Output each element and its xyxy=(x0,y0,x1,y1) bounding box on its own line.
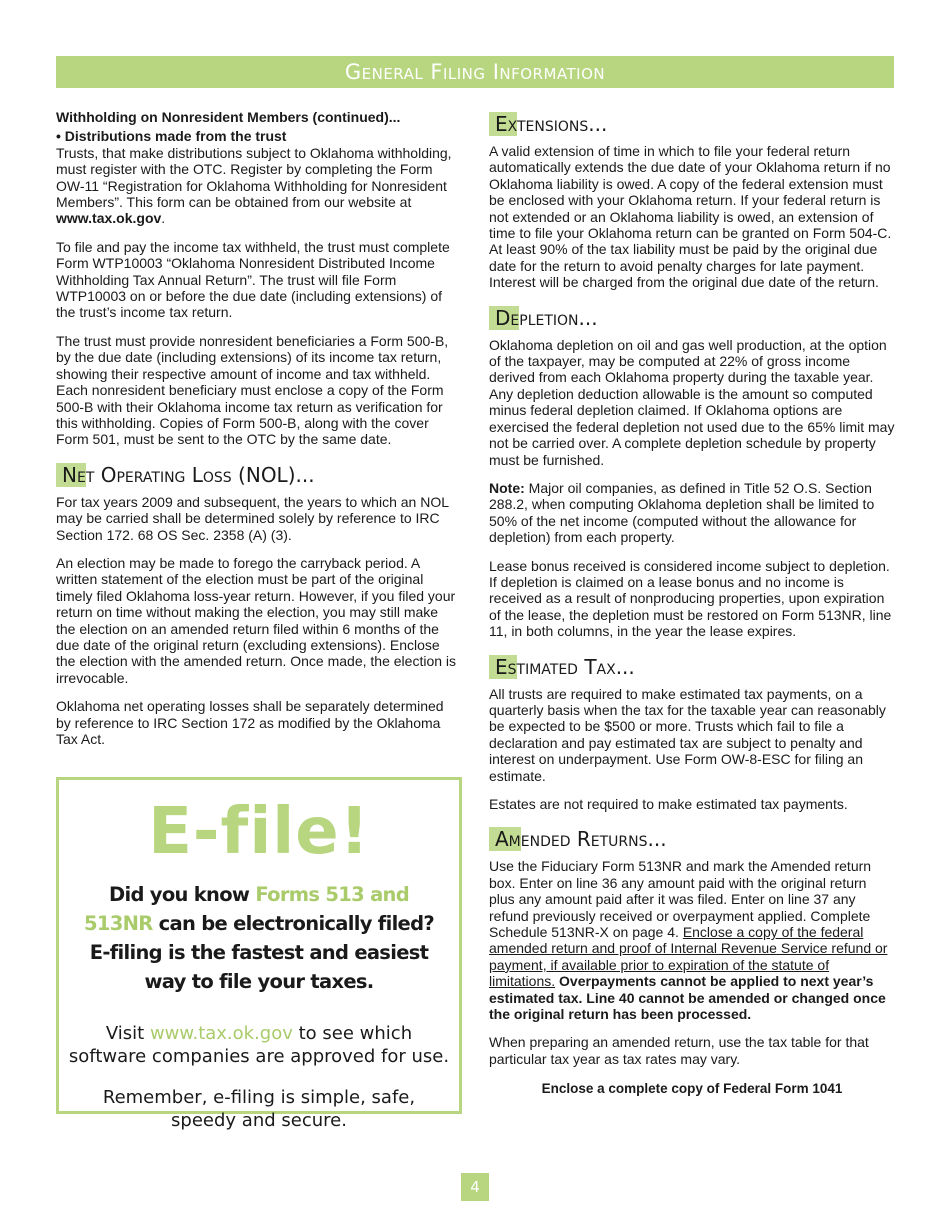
distributions-bullet: • Distributions made from the trust xyxy=(56,128,287,145)
efile-title: E-file! xyxy=(148,795,370,869)
depletion-heading: Depletion... xyxy=(489,303,895,333)
extensions-heading: Extensions... xyxy=(489,109,895,139)
enclose-federal-form-note: Enclose a complete copy of Federal Form 1041 xyxy=(541,1081,843,1097)
nol-paragraph-3: Oklahoma net operating losses shall be separately determined by reference to IRC Section 172 as modified by the Oklahoma Tax Act. xyxy=(56,698,444,747)
distributions-paragraph: Trusts, that make distributions subject to Oklahoma withholding, must register with the OTC. Register by completing the Form OW-11 “Registration for Oklahoma Withholding for Nonresident Members”. This form can be obtained from our website at www.tax.ok.gov. xyxy=(56,144,452,227)
website-link[interactable]: www.tax.ok.gov xyxy=(56,210,162,227)
right-column xyxy=(489,109,895,1098)
efile-visit: Visit www.tax.ok.gov to see which software companies are approved for use. xyxy=(68,1023,450,1067)
withholding-heading: Withholding on Nonresident Members (continued)... xyxy=(56,109,401,125)
efile-did-you-know: Did you know Forms 513 and 513NR can be electronically filed? E-filing is the fastest and easiest way to file your taxes. xyxy=(84,883,434,993)
depletion-paragraph-1: Oklahoma depletion on oil and gas well production, at the option of the taxpayer, may be computed at 22% of gross income derived from each Oklahoma property during the taxable year. Any depletion deduction allowable is the amount so computed minus federal depletion claimed. If Oklahoma options are exercised the federal depletion not used due to the 65% limit may not be carried over. A complete depletion schedule by property must be furnished. xyxy=(489,336,895,468)
efile-remember: Remember, e-filing is simple, safe, speedy and secure. xyxy=(102,1087,416,1131)
page-number: 4 xyxy=(461,1173,489,1201)
estimated-tax-heading: Estimated Tax... xyxy=(489,652,895,682)
extensions-paragraph: A valid extension of time in which to file your federal return automatically extends the due date of your Oklahoma return if no Oklahoma liability is owed. A copy of the federal extension must be enclosed with your Oklahoma return. If your federal return is not extended or an Oklahoma liability is owed, an extension of time to file your Oklahoma return can be granted on Form 504-C. At least 90% of the tax liability must be paid by the original due date for the return to avoid penalty charges for late payment. Interest will be charged from the original due date of the return. xyxy=(489,143,892,291)
amended-returns-paragraph-1: Use the Fiduciary Form 513NR and mark the Amended return box. Enter on line 36 any amount paid with the original return plus any amount paid after it was filed. Enter on line 37 any refund previously received or overpayment applied. Complete Schedule 513NR-X on page 4. Enclose a copy of the federal amended return and proof of Internal Revenue Service refund or payment, if available prior to expiration of the statute of limitations. Overpayments cannot be applied to next year’s estimated tax. Line 40 cannot be amended or changed once the original return has been processed. xyxy=(489,858,888,1023)
amended-returns-heading: Amended Returns... xyxy=(489,824,895,854)
page-header-banner: General Filing Information xyxy=(56,56,894,88)
left-column xyxy=(56,109,460,759)
depletion-paragraph-3: Lease bonus received is considered income subject to depletion. If depletion is claimed on a lease bonus and no income is received as a result of nonproducing properties, upon expiration of the lease, the depletion must be restored on Form 513NR, line 11, in both columns, in the year the lease expires. xyxy=(489,557,892,640)
depletion-note: Note: Major oil companies, as defined in Title 52 O.S. Section 288.2, when computing Oklahoma depletion shall be limited to 50% of the net income (computed without the allowance for depletion) from each property. xyxy=(489,479,875,546)
nol-heading: Net Operating Loss (NOL)... xyxy=(56,460,460,490)
nol-paragraph-1: For tax years 2009 and subsequent, the years to which an NOL may be carried shall be determined solely by reference to IRC Section 172. 68 OS Sec. 2358 (A) (3). xyxy=(56,493,449,543)
estimated-tax-paragraph-2: Estates are not required to make estimated tax payments. xyxy=(489,796,848,812)
withholding-paragraph-2: To file and pay the income tax withheld, the trust must complete Form WTP10003 “Oklahoma Nonresident Distributed Income Withholding Tax Annual Return”. The trust will file Form WTP10003 on or before the due date (including extensions) of the trust’s income tax return. xyxy=(56,238,450,321)
efile-website-link[interactable]: www.tax.ok.gov xyxy=(149,1023,293,1044)
nol-paragraph-2: An election may be made to forego the carryback period. A written statement of the election must be part of the original timely filed Oklahoma loss-year return. However, if you filed your return on time without making the election, you may still make the election on an amended return filed within 6 months of the due date of the original return (excluding extensions). Enclose the election with the amended return. Once made, the election is irrevocable. xyxy=(56,554,457,686)
efile-promo-box xyxy=(56,777,462,1131)
estimated-tax-paragraph-1: All trusts are required to make estimated tax payments, on a quarterly basis when the tax for the taxable year can reasonably be expected to be $500 or more. Trusts which fail to file a declaration and pay estimated tax are subject to penalty and interest on underpayment. Use Form OW-8-ESC for filing an estimate. xyxy=(489,685,886,784)
withholding-paragraph-3: The trust must provide nonresident beneficiaries a Form 500-B, by the due date (including extensions) of its income tax return, showing their respective amount of income and tax withheld. Each nonresident beneficiary must enclose a copy of the Form 500-B with their Oklahoma income tax return as verification for this withholding. Copies of Form 500-B, along with the cover Form 501, must be sent to the OTC by the same date. xyxy=(56,332,449,448)
amended-returns-paragraph-2: When preparing an amended return, use the tax table for that particular tax year as tax rates may vary. xyxy=(489,1034,869,1067)
